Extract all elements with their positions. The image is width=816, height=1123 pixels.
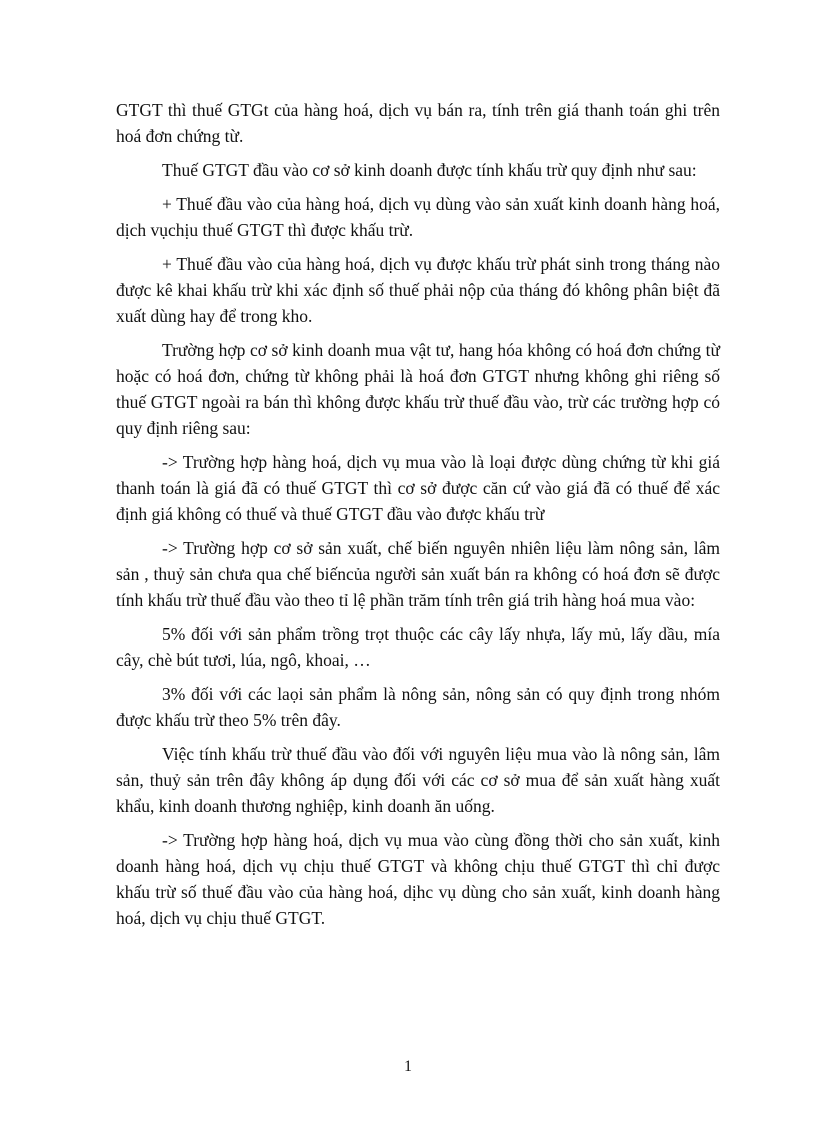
paragraph-bullet-deductible: + Thuế đầu vào của hàng hoá, dịch vụ dùng vào sản xuất kinh doanh hàng hoá, dịch vụchịu thuế GTGT thì được khấu trừ. (116, 194, 720, 240)
document-body (116, 97, 720, 939)
paragraph-case-agricultural-products: -> Trường hợp cơ sở sản xuất, chế biến nguyên nhiên liệu làm nông sản, lâm sản , thuỷ sản chưa qua chế biếncủa người sản xuất bán ra không có hoá đơn sẽ được tính khấu trừ thuế đầu vào theo tỉ lệ phần trăm tính trên giá trih hàng hoá mua vào: (116, 538, 720, 610)
paragraph-no-invoice-case: Trường hợp cơ sở kinh doanh mua vật tư, hang hóa không có hoá đơn chứng từ hoặc có hoá đơn, chứng từ không phải là hoá đơn GTGT nhưng không ghi riêng số thuế GTGT ngoài ra bán thì không được khấu trừ thuế đầu vào, trừ các trường hợp có quy định riêng sau: (116, 340, 720, 438)
paragraph-continuation: GTGT thì thuế GTGt của hàng hoá, dịch vụ bán ra, tính trên giá thanh toán ghi trên hoá đơn chứng từ. (116, 100, 720, 146)
paragraph-rate-three-percent: 3% đối với các laọi sản phẩm là nông sản, nông sản có quy định trong nhóm được khấu trừ theo 5% trên đây. (116, 684, 720, 730)
paragraph-bullet-monthly-declaration: + Thuế đầu vào của hàng hoá, dịch vụ được khấu trừ phát sinh trong tháng nào được kê khai khấu trừ khi xác định số thuế phải nộp của tháng đó không phân biệt đã xuất dùng hay để trong kho. (116, 254, 720, 326)
paragraph-rate-five-percent: 5% đối với sản phẩm trồng trọt thuộc các cây lấy nhựa, lấy mủ, lấy dầu, mía cây, chè bút tươi, lúa, ngô, khoai, … (116, 624, 720, 670)
paragraph-input-tax-rule: Thuế GTGT đầu vào cơ sở kinh doanh được tính khấu trừ quy định như sau: (162, 160, 697, 180)
page-number: 1 (404, 1058, 412, 1075)
paragraph-exclusion: Việc tính khấu trừ thuế đầu vào đối với nguyên liệu mua vào là nông sản, lâm sản, thuỷ sản trên đây không áp dụng đối với các cơ sở mua để sản xuất hàng xuất khẩu, kinh doanh thương nghiệp, kinh doanh ăn uống. (116, 744, 720, 816)
paragraph-case-mixed-use: -> Trường hợp hàng hoá, dịch vụ mua vào cùng đồng thời cho sản xuất, kinh doanh hàng hoá, dịch vụ chịu thuế GTGT và không chịu thuế GTGT thì chỉ được khấu trừ số thuế đầu vào của hàng hoá, dịhc vụ dùng cho sản xuất, kinh doanh hàng hoá, dịch vụ chịu thuế GTGT. (116, 830, 720, 928)
paragraph-case-tax-inclusive-price: -> Trường hợp hàng hoá, dịch vụ mua vào là loại được dùng chứng từ khi giá thanh toán là giá đã có thuế GTGT thì cơ sở được căn cứ vào giá đã có thuế để xác định giá không có thuế và thuế GTGT đầu vào được khấu trừ (116, 452, 720, 524)
